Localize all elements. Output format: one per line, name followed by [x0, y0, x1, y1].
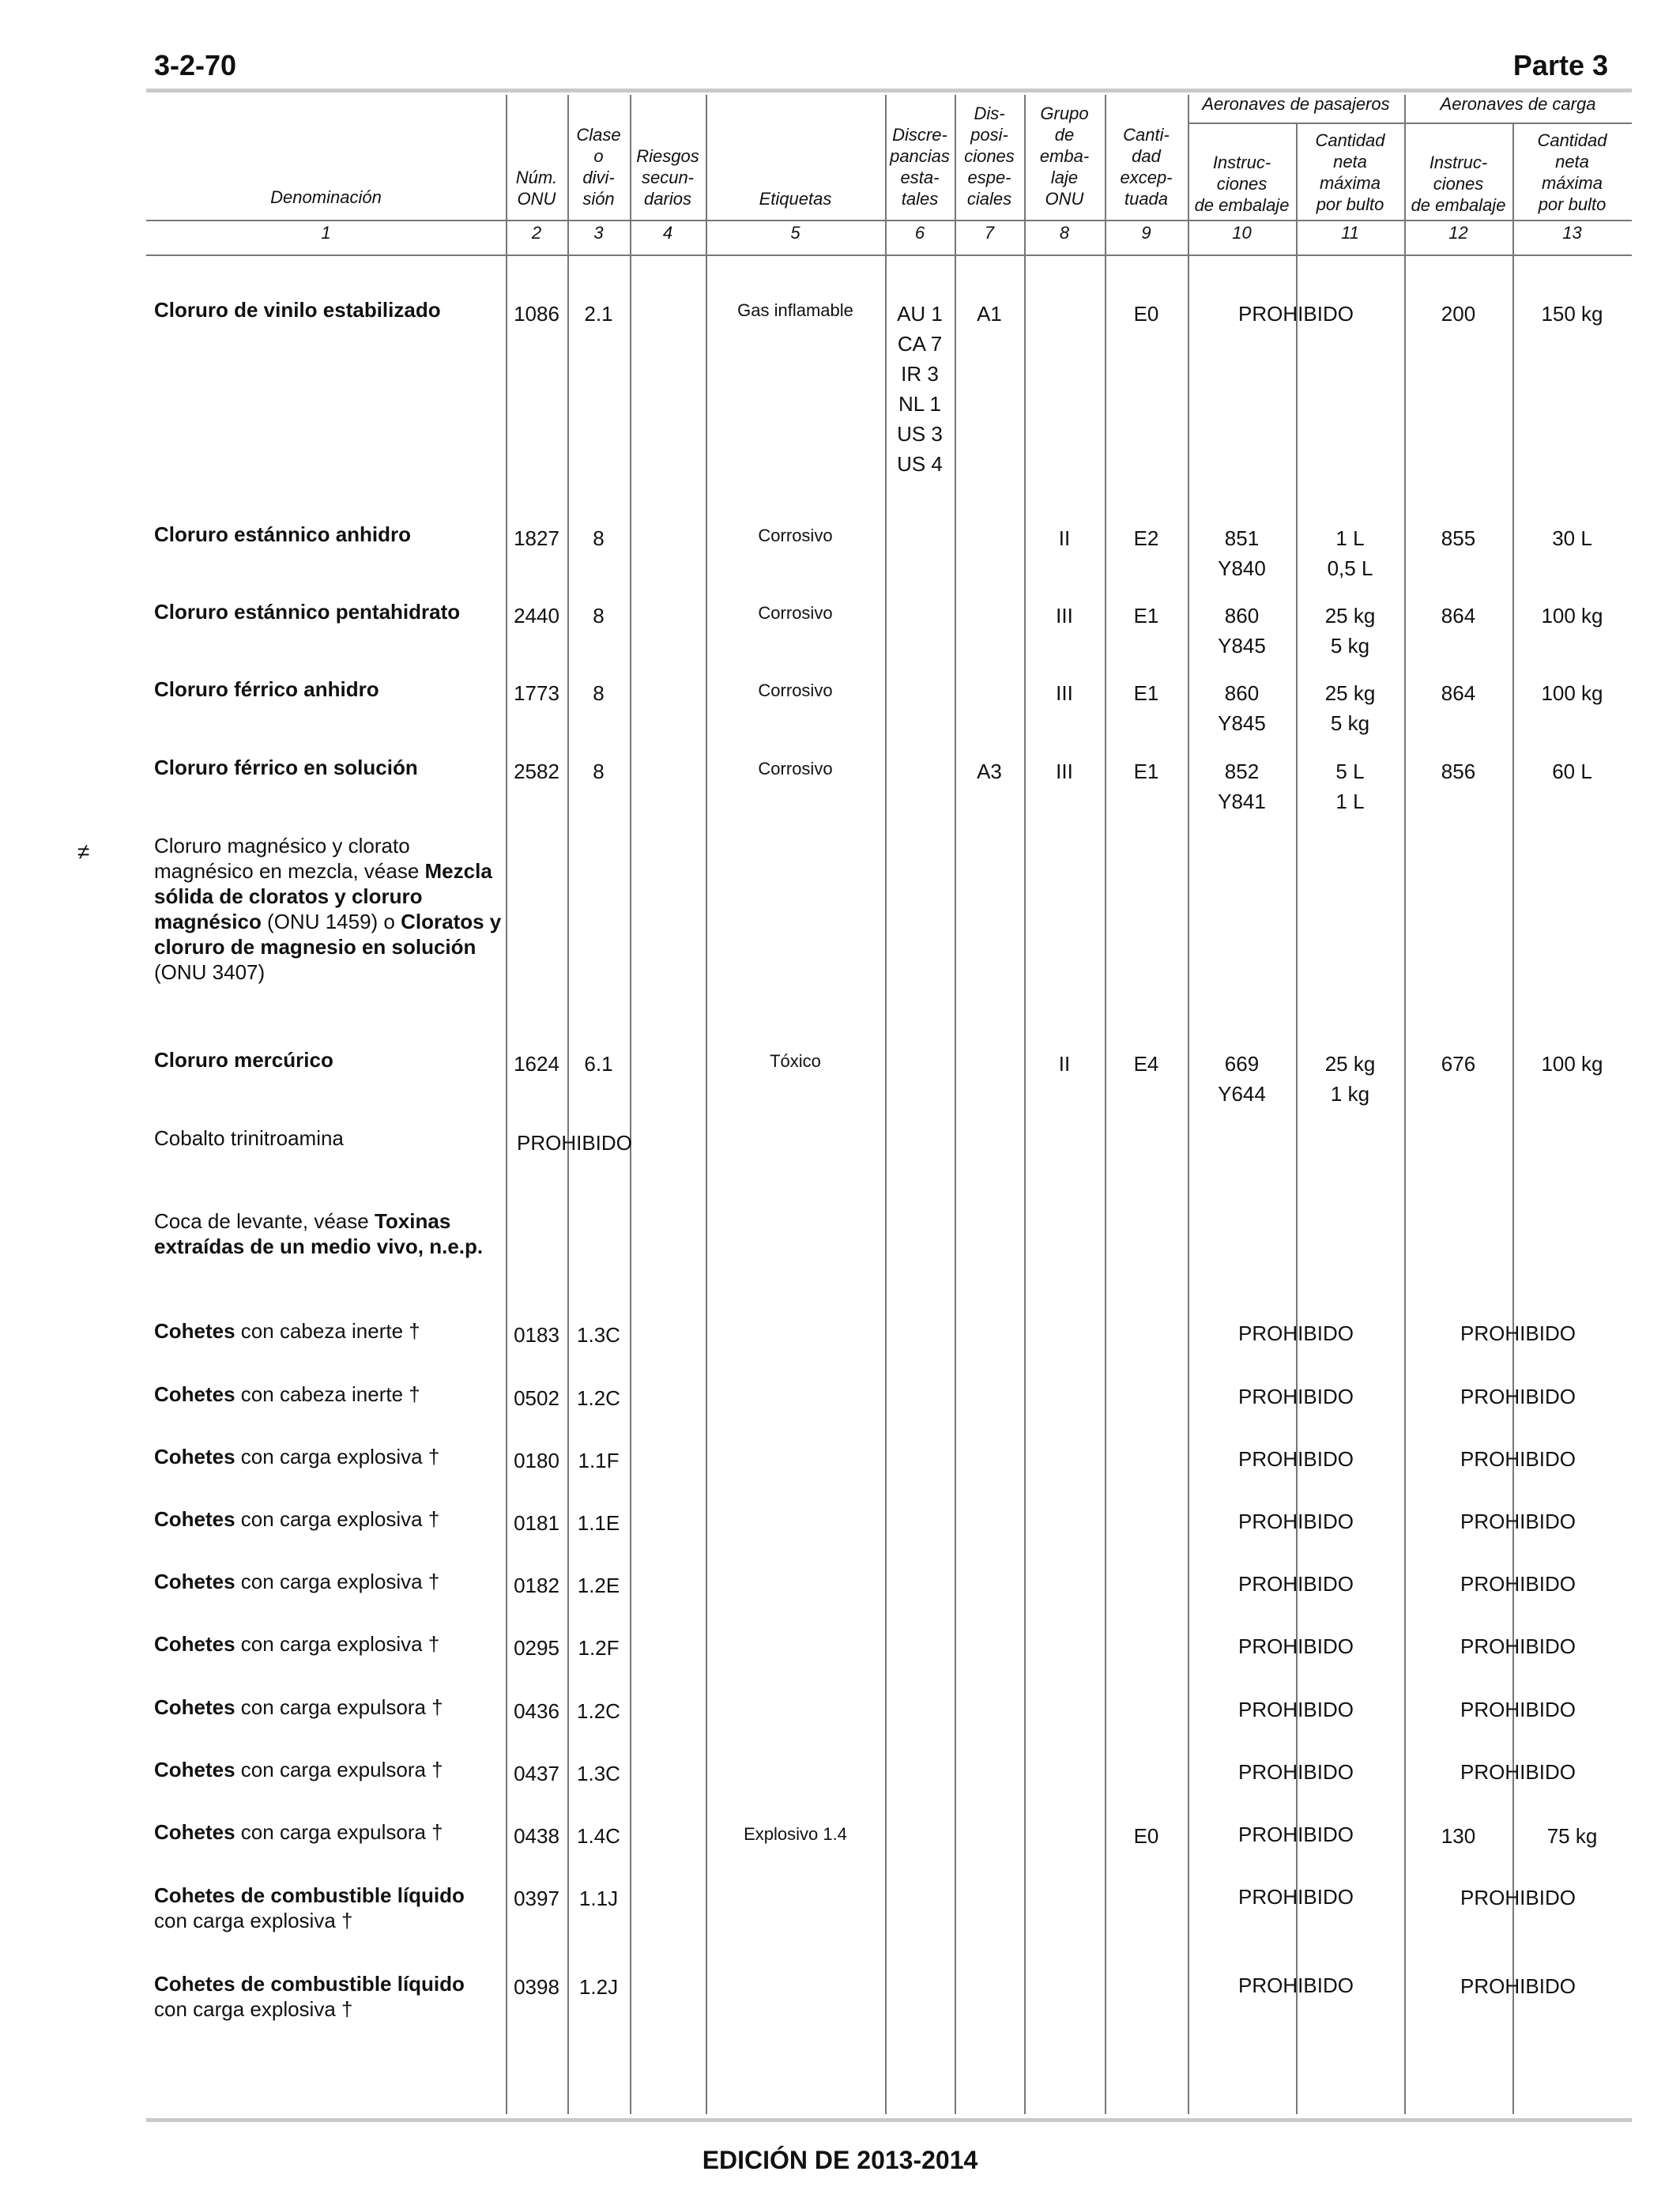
- row-name: Cohetes de combustible líquido con carga explosiva †: [154, 1883, 465, 1932]
- row-clase: 1.1E: [577, 1511, 620, 1535]
- row-disposiciones: A1: [977, 302, 1002, 326]
- col-divider-3: [630, 95, 631, 2114]
- row-clase: 1.2J: [578, 1975, 619, 1999]
- row-carga-instr: 855: [1441, 526, 1476, 550]
- col-divider-2: [567, 95, 569, 2114]
- row-onu: 1827: [514, 526, 559, 550]
- row-clase: 1.2F: [578, 1636, 620, 1660]
- row-carga-instr: 200: [1441, 302, 1476, 326]
- row-prohibido-pasajeros: PROHIBIDO: [1238, 1634, 1354, 1658]
- row-name: Cloruro mercúrico: [154, 1048, 333, 1072]
- row-exceptuada: E1: [1133, 681, 1159, 705]
- row-etiquetas: Corrosivo: [758, 526, 833, 545]
- row-clase: 1.2C: [577, 1699, 620, 1723]
- row-clase: 8: [593, 681, 605, 705]
- header-denominacion: Denominación: [270, 187, 382, 207]
- col-divider-4: [706, 95, 707, 2114]
- row-etiquetas: Corrosivo: [758, 603, 833, 623]
- colnum-bottom-line: [146, 254, 1632, 256]
- row-onu: 1086: [514, 302, 559, 326]
- col-number-13: 13: [1562, 223, 1582, 243]
- row-prohibido-carga: PROHIBIDO: [1460, 1447, 1576, 1471]
- row-onu: 2582: [514, 760, 559, 783]
- row-pas-instr: 669 Y644: [1218, 1052, 1266, 1106]
- row-clase: 1.3C: [577, 1762, 620, 1785]
- row-name: Cloruro férrico anhidro: [154, 677, 379, 701]
- row-pas-instr: 852 Y841: [1218, 760, 1266, 813]
- row-name: Cobalto trinitroamina: [154, 1126, 344, 1150]
- row-prohibido-pasajeros: PROHIBIDO: [1238, 1885, 1354, 1909]
- row-onu: 0295: [514, 1636, 559, 1660]
- row-pas-instr: 860 Y845: [1218, 681, 1266, 735]
- header-etiquetas: Etiquetas: [759, 189, 832, 209]
- row-carga-instr: 864: [1441, 604, 1476, 628]
- row-clase: 1.4C: [577, 1824, 620, 1848]
- col-number-2: 2: [531, 223, 542, 243]
- col-divider-8: [1105, 95, 1106, 2114]
- col-divider-7: [1024, 95, 1026, 2114]
- row-carga-instr: 676: [1441, 1052, 1476, 1076]
- row-onu: 0180: [514, 1449, 559, 1472]
- row-name: Cohetes de combustible líquido con carga explosiva †: [154, 1972, 465, 2021]
- row-prohibido-pasajeros: PROHIBIDO: [1238, 1510, 1354, 1533]
- row-clase: 1.2E: [577, 1574, 620, 1597]
- row-discrepancias: AU 1 CA 7 IR 3 NL 1 US 3 US 4: [897, 302, 943, 476]
- row-carga-qty: 100 kg: [1541, 604, 1603, 628]
- row-prohibido-carga: PROHIBIDO: [1460, 1385, 1576, 1408]
- col-divider-1: [506, 95, 507, 2114]
- part-label: Parte 3: [1512, 49, 1608, 81]
- row-pas-qty: 5 L 1 L: [1335, 760, 1365, 813]
- row-grupo: III: [1056, 604, 1073, 628]
- row-clase: 1.3C: [577, 1323, 620, 1347]
- row-exceptuada: E1: [1133, 604, 1159, 628]
- row-name: Cohetes con carga explosiva †: [154, 1445, 440, 1468]
- row-prohibido-pasajeros: PROHIBIDO: [1238, 1823, 1354, 1846]
- change-marker: ≠: [77, 839, 90, 864]
- row-prohibido: PROHIBIDO: [517, 1131, 632, 1155]
- row-carga-instr: 864: [1441, 681, 1476, 705]
- header-riesgos: Riesgos secun- darios: [636, 146, 699, 209]
- row-pas-instr: 860 Y845: [1218, 604, 1266, 658]
- row-carga-qty: 60 L: [1552, 760, 1592, 783]
- col-number-12: 12: [1448, 223, 1468, 243]
- footer-edition: EDICIÓN DE 2013-2014: [702, 2146, 978, 2174]
- row-pas-qty: 25 kg 1 kg: [1324, 1052, 1376, 1106]
- row-pas-qty: 25 kg 5 kg: [1324, 681, 1376, 735]
- row-grupo: III: [1056, 760, 1073, 783]
- header-rule: [146, 89, 1632, 92]
- row-carga-qty: 100 kg: [1541, 1052, 1603, 1076]
- row-carga-instr: 130: [1441, 1824, 1476, 1848]
- row-onu: 0436: [514, 1699, 559, 1723]
- row-prohibido-pasajeros: PROHIBIDO: [1238, 1385, 1354, 1408]
- row-cross-reference: Coca de levante, véase Toxinas extraídas de un medio vivo, n.e.p.: [154, 1209, 484, 1258]
- row-pas-qty: 25 kg 5 kg: [1324, 604, 1376, 658]
- row-prohibido-carga: PROHIBIDO: [1460, 1634, 1576, 1658]
- header-pas-cantidad: Cantidad neta máxima por bulto: [1315, 130, 1385, 214]
- row-onu: 1773: [514, 681, 559, 705]
- header-num-onu: Núm. ONU: [515, 168, 558, 209]
- header-aeronaves-carga: Aeronaves de carga: [1440, 94, 1596, 114]
- row-prohibido-pasajeros: PROHIBIDO: [1238, 302, 1354, 326]
- row-name: Cohetes con carga expulsora †: [154, 1758, 443, 1781]
- col-number-6: 6: [914, 223, 925, 243]
- row-exceptuada: E2: [1133, 526, 1159, 550]
- page-number: 3-2-70: [154, 49, 237, 81]
- col-divider-6: [955, 95, 956, 2114]
- row-pas-instr: 851 Y840: [1218, 526, 1266, 580]
- row-prohibido-carga: PROHIBIDO: [1460, 1510, 1576, 1533]
- row-clase: 6.1: [584, 1052, 613, 1076]
- col-number-3: 3: [593, 223, 604, 243]
- row-name: Cohetes con cabeza inerte †: [154, 1319, 420, 1343]
- col-divider-10: [1296, 123, 1298, 2114]
- row-name: Cohetes con carga expulsora †: [154, 1695, 443, 1719]
- col-divider-12: [1512, 123, 1514, 2114]
- col-number-5: 5: [790, 223, 800, 243]
- row-clase: 1.1J: [578, 1887, 619, 1910]
- row-clase: 2.1: [584, 302, 613, 326]
- row-onu: 0502: [514, 1386, 559, 1410]
- row-grupo: II: [1058, 1052, 1071, 1076]
- row-grupo: III: [1056, 681, 1073, 705]
- row-etiquetas: Tóxico: [770, 1051, 821, 1071]
- col-number-11: 11: [1341, 223, 1359, 243]
- row-prohibido-pasajeros: PROHIBIDO: [1238, 1760, 1354, 1784]
- row-onu: 0183: [514, 1323, 559, 1347]
- row-prohibido-pasajeros: PROHIBIDO: [1238, 1572, 1354, 1596]
- col-number-1: 1: [321, 223, 331, 243]
- page-header: [146, 47, 1616, 87]
- footer-rule: [146, 2118, 1632, 2122]
- row-exceptuada: E0: [1133, 302, 1159, 326]
- row-carga-qty: 75 kg: [1546, 1824, 1598, 1848]
- row-etiquetas: Explosivo 1.4: [744, 1824, 847, 1844]
- header-carga-instrucciones: Instruc- ciones de embalaje: [1411, 153, 1506, 215]
- col-number-7: 7: [984, 223, 995, 243]
- header-grupo: Grupo de emba- laje ONU: [1039, 104, 1090, 209]
- row-clase: 8: [593, 760, 605, 783]
- row-grupo: II: [1058, 526, 1071, 550]
- row-onu: 0398: [514, 1975, 559, 1999]
- row-prohibido-carga: PROHIBIDO: [1460, 1760, 1576, 1784]
- col-number-4: 4: [662, 223, 673, 243]
- row-prohibido-carga: PROHIBIDO: [1460, 1886, 1576, 1909]
- row-name: Cloruro estánnico pentahidrato: [154, 600, 461, 624]
- row-etiquetas: Corrosivo: [758, 680, 833, 700]
- row-exceptuada: E0: [1133, 1824, 1159, 1848]
- row-clase: 8: [593, 604, 605, 628]
- row-carga-instr: 856: [1441, 760, 1476, 783]
- header-clase: Clase o divi- sión: [576, 125, 621, 209]
- header-aeronaves-pasajeros: Aeronaves de pasajeros: [1202, 94, 1390, 114]
- row-name: Cohetes con cabeza inerte †: [154, 1382, 420, 1406]
- row-name: Cloruro estánnico anhidro: [154, 522, 412, 546]
- row-prohibido-carga: PROHIBIDO: [1460, 1698, 1576, 1721]
- row-carga-qty: 100 kg: [1541, 681, 1603, 705]
- row-exceptuada: E4: [1133, 1052, 1159, 1076]
- row-name: Cohetes con carga explosiva †: [154, 1570, 440, 1593]
- col-number-9: 9: [1141, 223, 1151, 243]
- row-onu: 0438: [514, 1824, 559, 1848]
- row-cross-reference: Cloruro magnésico y clorato magnésico en mezcla, véase Mezcla sólida de cloratos y cloruro magnésico (ONU 1459) o Cloratos y cloruro de magnesio en solución (ONU 3407): [154, 834, 502, 984]
- row-etiquetas: Corrosivo: [758, 759, 833, 778]
- row-etiquetas: Gas inflamable: [737, 300, 853, 320]
- row-onu: 0182: [514, 1574, 559, 1597]
- row-carga-qty: 30 L: [1552, 526, 1592, 550]
- row-prohibido-carga: PROHIBIDO: [1460, 1572, 1576, 1596]
- row-prohibido-carga: PROHIBIDO: [1460, 1321, 1576, 1345]
- row-name: Cloruro de vinilo estabilizado: [154, 298, 441, 322]
- row-clase: 1.2C: [577, 1386, 620, 1410]
- row-clase: 8: [593, 526, 605, 550]
- col-number-8: 8: [1059, 223, 1070, 243]
- row-name: Cloruro férrico en solución: [154, 756, 418, 779]
- row-onu: 0397: [514, 1887, 559, 1910]
- row-onu: 2440: [514, 604, 559, 628]
- row-name: Cohetes con carga explosiva †: [154, 1507, 440, 1531]
- header-cantidad-exceptuada: Canti- dad excep- tuada: [1120, 125, 1173, 209]
- col-number-10: 10: [1232, 223, 1252, 243]
- row-prohibido-pasajeros: PROHIBIDO: [1238, 1321, 1354, 1345]
- row-onu: 0437: [514, 1762, 559, 1785]
- row-exceptuada: E1: [1133, 760, 1159, 783]
- aircraft-group-line: [1188, 123, 1632, 124]
- row-prohibido-pasajeros: PROHIBIDO: [1238, 1447, 1354, 1471]
- row-disposiciones: A3: [977, 760, 1002, 783]
- header-discrepancias: Discre- pancias esta- tales: [890, 125, 950, 209]
- header-disposiciones: Dis- posi- ciones espe- ciales: [964, 104, 1015, 209]
- header-carga-cantidad: Cantidad neta máxima por bulto: [1537, 130, 1607, 214]
- row-carga-qty: 150 kg: [1541, 302, 1603, 326]
- row-clase: 1.1F: [578, 1449, 620, 1472]
- col-divider-11: [1404, 95, 1406, 2114]
- row-onu: 0181: [514, 1511, 559, 1535]
- row-name: Cohetes con carga expulsora †: [154, 1820, 443, 1844]
- row-pas-qty: 1 L 0,5 L: [1327, 526, 1373, 580]
- row-name: Cohetes con carga explosiva †: [154, 1632, 440, 1656]
- row-prohibido-pasajeros: PROHIBIDO: [1238, 1698, 1354, 1721]
- header-bottom-line: [146, 220, 1632, 221]
- row-prohibido-carga: PROHIBIDO: [1460, 1974, 1576, 1998]
- header-pas-instrucciones: Instruc- ciones de embalaje: [1194, 153, 1290, 215]
- row-prohibido-pasajeros: PROHIBIDO: [1238, 1973, 1354, 1997]
- row-onu: 1624: [514, 1052, 559, 1076]
